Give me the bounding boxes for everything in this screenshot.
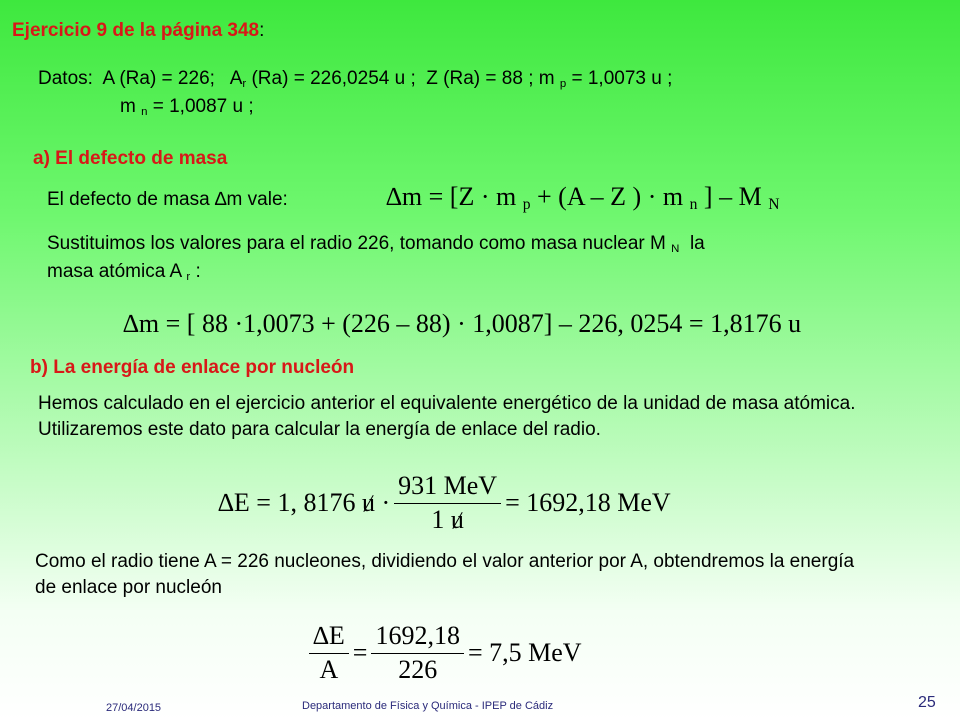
energy-fraction: $\frac{\text{931 MeV}}{1 u}$ — [394, 472, 501, 534]
energy-equation: ∆E = 1, 8176 u · $\frac{\text{931 MeV}}{1 u}$ = 1692,18 MeV — [218, 470, 671, 534]
energy-paragraph: Hemos calculado en el ejercicio anterior el equivalente energético de la unidad de masa atómica. Utilizaremos este dato para calcular la energía de enlace del radio. — [38, 393, 856, 440]
page-number: 25 — [918, 694, 936, 711]
value-fraction: $\frac{1692,18}{226}$ — [371, 622, 464, 684]
substitution-text-1: Sustituimos los valores para el radio 226, tomando como masa nuclear M $_N$ la — [47, 233, 705, 255]
mass-defect-formula: ∆m = [Z · m $_p$ + (A – Z ) · m $_n$ ] – M $_N$ — [386, 182, 780, 213]
de-over-a-fraction: $\frac{\Delta E}{A}$ — [309, 622, 349, 684]
section-b-heading: b) La energía de enlace por nucleón — [30, 357, 355, 378]
datos-line-2: m $_n$ = 1,0087 u ; — [120, 96, 254, 118]
datos-line-1: Datos: A (Ra) = 226; $A_r$ (Ra) = 226,0254 u ; Z (Ra) = 88 ; m $_p$ = 1,0073 u ; — [38, 68, 673, 90]
energy-per-nucleon-equation: $\frac{\Delta E}{A}$ = $\frac{1692,18}{226}$ = 7,5 MeV — [305, 620, 582, 686]
section-a-heading: a) El defecto de masa — [33, 148, 228, 169]
footer-department: Departamento de Física y Química - IPEP de Cádiz — [302, 700, 554, 712]
exercise-title: Ejercicio 9 de la página 348: — [12, 20, 265, 41]
mass-defect-calculation: ∆m = [ 88 ·1,0073 + (226 – 88) · 1,0087] – 226, 0254 = 1,8176 u — [123, 309, 802, 338]
footer-date: 27/04/2015 — [106, 702, 162, 714]
mass-defect-intro: El defecto de masa ∆m vale: — [47, 189, 288, 210]
nucleon-paragraph: Como el radio tiene A = 226 nucleones, dividiendo el valor anterior por A, obtendremos la energía de enlace por nucleón — [35, 551, 855, 598]
substitution-text-2: masa atómica A $_r$ : — [47, 261, 201, 283]
cancelled-u: u — [361, 488, 375, 517]
